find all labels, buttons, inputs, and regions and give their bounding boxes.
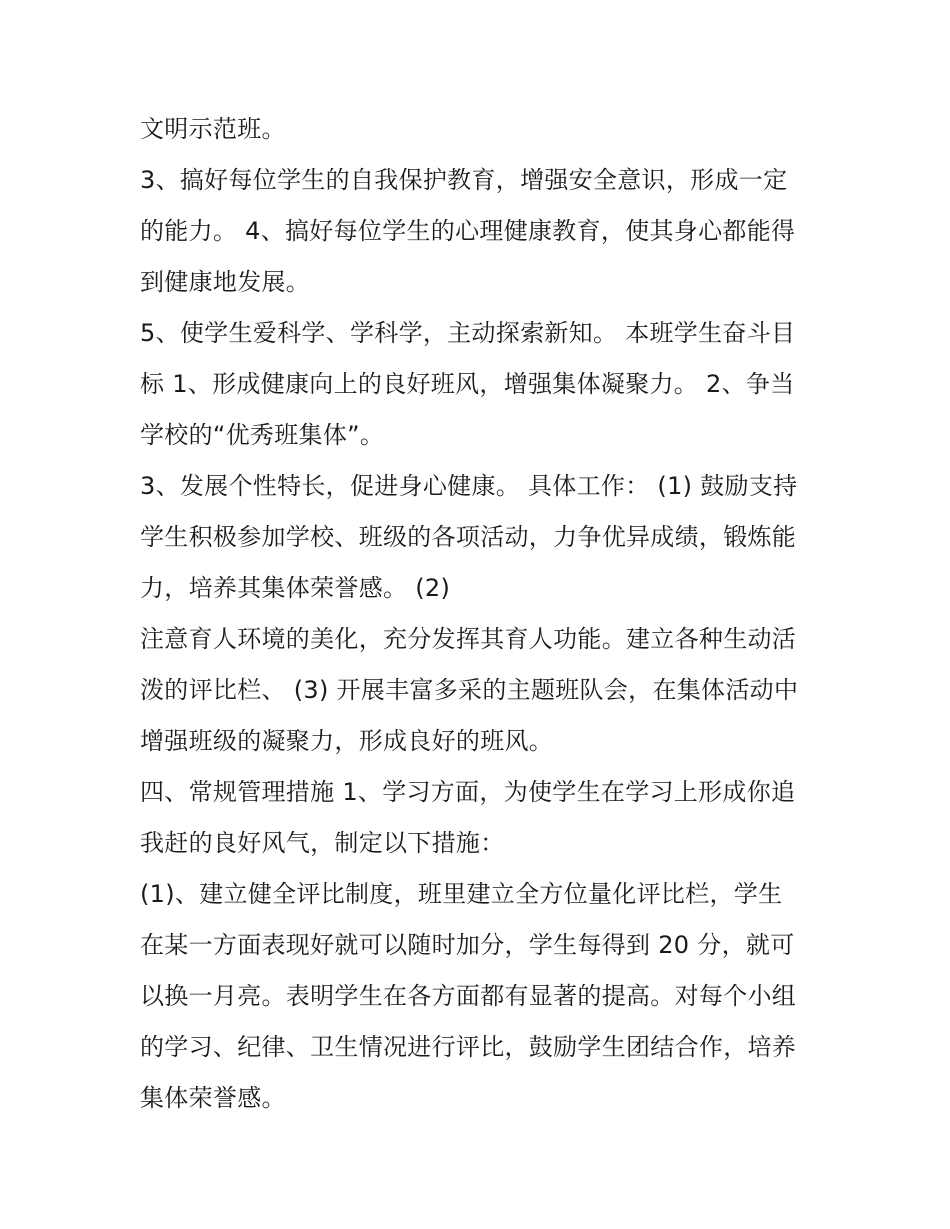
- text-line-4: 到健康地发展。: [140, 268, 311, 296]
- text-line-8: 3、发展个性特长，促进身心健康。 具体工作： (1) 鼓励支持: [140, 472, 798, 500]
- text-line-7: 学校的“优秀班集体”。: [140, 421, 385, 449]
- text-line-12: 泼的评比栏、 (3) 开展丰富多采的主题班队会，在集体活动中: [140, 676, 799, 704]
- text-line-19: 的学习、纪律、卫生情况进行评比，鼓励学生团结合作，培养: [140, 1033, 797, 1061]
- text-line-20: 集体荣誉感。: [140, 1084, 286, 1112]
- text-line-6: 标 1、形成健康向上的良好班风，增强集体凝聚力。 2、争当: [140, 370, 795, 398]
- text-line-18: 以换一月亮。表明学生在各方面都有显著的提高。对每个小组: [140, 982, 797, 1010]
- text-line-5: 5、使学生爱科学、学科学，主动探索新知。 本班学生奋斗目: [140, 319, 796, 347]
- text-line-16: (1)、建立健全评比制度，班里建立全方位量化评比栏，学生: [140, 880, 783, 908]
- text-line-17: 在某一方面表现好就可以随时加分，学生每得到 20 分，就可: [140, 931, 795, 959]
- text-line-3: 的能力。 4、搞好每位学生的心理健康教育，使其身心都能得: [140, 217, 796, 245]
- text-line-11: 注意育人环境的美化，充分发挥其育人功能。建立各种生动活: [140, 625, 797, 653]
- text-line-9: 学生积极参加学校、班级的各项活动，力争优异成绩，锻炼能: [140, 523, 797, 551]
- text-line-1: 文明示范班。: [140, 115, 286, 143]
- text-line-2: 3、搞好每位学生的自我保护教育，增强安全意识，形成一定: [140, 166, 788, 194]
- text-line-13: 增强班级的凝聚力，形成良好的班风。: [140, 727, 554, 755]
- text-line-14: 四、常规管理措施 1、学习方面，为使学生在学习上形成你追: [140, 778, 796, 806]
- text-line-10: 力，培养其集体荣誉感。 (2): [140, 574, 451, 602]
- text-line-15: 我赶的良好风气，制定以下措施：: [140, 829, 505, 857]
- document-body: [140, 104, 820, 1124]
